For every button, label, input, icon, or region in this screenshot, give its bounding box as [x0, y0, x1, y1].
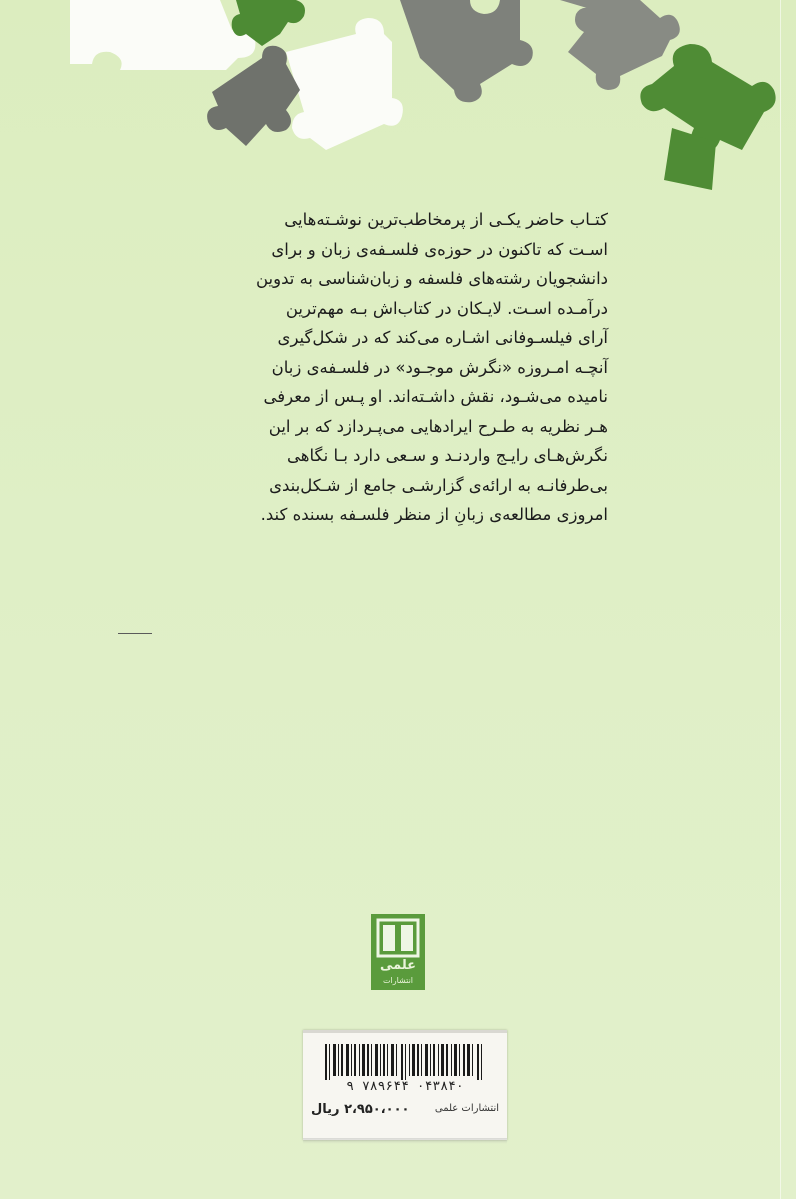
- blurb-line: بی‌طرفانـه به ارائه‌ی گزارشـی جامع از شـکل‌بندی: [269, 475, 608, 495]
- puzzle-piece-white-2: [286, 18, 403, 150]
- blurb-line: هـر نظریه به طـرح ایرادهایی می‌پـردازد که بر این: [268, 416, 608, 436]
- blurb-line: درآمـده اسـت. لایـکان در کتاب‌اش بـه مهم‌ترین: [285, 298, 608, 318]
- blurb-line: آنچـه امـروزه «نگرش موجـود» در فلسـفه‌ی زبان: [271, 357, 608, 377]
- puzzle-piece-green-2: [640, 44, 775, 190]
- blurb-line: نگرش‌هـای رایـج واردنـد و سـعی دارد بـا نگاهی: [287, 446, 608, 465]
- publisher-logo-sub: انتشارات: [382, 976, 414, 985]
- isbn-number: ۹ ۷۸۹۶۴۴ ۰۴۳۸۴۰: [346, 1079, 464, 1094]
- publisher-logo-name: علمی: [379, 958, 417, 973]
- price-barcode-sticker: [303, 1030, 507, 1140]
- blurb-line: دانشجویان رشته‌های فلسفه و زبان‌شناسی به تدوین: [255, 269, 608, 288]
- blurb-text: [210, 205, 608, 530]
- sticker-shadow: [303, 1138, 507, 1144]
- sticker-perforated-edge: [303, 1030, 507, 1038]
- blurb-line: آرای فیلسـوفانی اشـاره می‌کند که در شکل‌گیری: [277, 328, 608, 347]
- price-label: ۲،۹۵۰،۰۰۰ ریال: [311, 1102, 410, 1117]
- blurb-line: اسـت که تاکنون در حوزه‌ی فلسـفه‌ی زبان و برای: [271, 239, 608, 259]
- blurb-line: نامیده می‌شـود، نقش داشـته‌اند. او پـس از معرفی: [263, 387, 608, 406]
- puzzle-piece-white-1: [70, 0, 255, 70]
- blurb-line: کتـاب حاضر یکـی از پرمخاطب‌ترین نوشـته‌هایی: [284, 210, 608, 229]
- barcode: [325, 1044, 485, 1084]
- book-in-frame-icon: [378, 920, 418, 956]
- printer-mark: [118, 633, 152, 634]
- puzzle-piece-gray-1: [400, 0, 533, 102]
- spine-crease: [780, 0, 781, 1199]
- sticker-publisher: انتشارات علمی: [434, 1103, 499, 1114]
- blurb-line: امروزی مطالعه‌ی زبانِ از منظر فلسـفه بسنده کند.: [260, 505, 608, 524]
